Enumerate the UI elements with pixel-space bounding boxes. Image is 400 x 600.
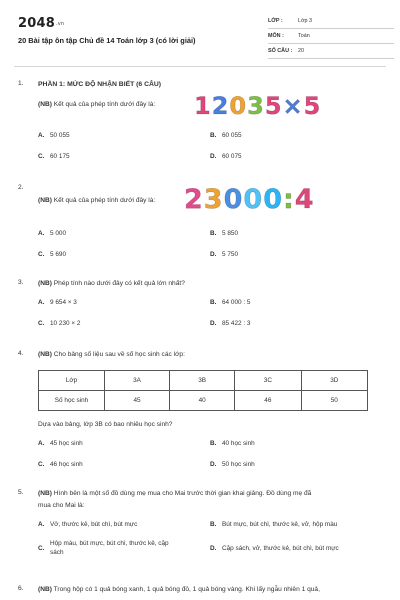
table-cell: 3B bbox=[170, 371, 235, 391]
question-3 bbox=[18, 279, 386, 339]
option-c[interactable] bbox=[38, 461, 83, 470]
option-a[interactable] bbox=[38, 230, 66, 239]
table-cell: 46 bbox=[235, 391, 301, 411]
expression-glyph: : bbox=[282, 184, 295, 215]
section-title: PHẦN 1: MỨC ĐỘ NHẬN BIẾT (6 CÂU) bbox=[38, 81, 162, 88]
logo-text: 2048 bbox=[18, 16, 55, 31]
option-letter: C. bbox=[38, 320, 45, 327]
site-logo[interactable] bbox=[18, 16, 64, 31]
meta-value: Lớp 3 bbox=[298, 18, 313, 24]
question-2 bbox=[18, 184, 386, 274]
meta-label: SỐ CÂU : bbox=[268, 48, 293, 54]
expression-glyph: 0 bbox=[223, 184, 244, 215]
option-letter: C. bbox=[38, 153, 45, 160]
option-letter: D. bbox=[210, 545, 217, 552]
option-letter: D. bbox=[210, 461, 217, 468]
question-number: 6. bbox=[18, 585, 24, 592]
option-text bbox=[50, 540, 169, 557]
level-tag: (NB) bbox=[38, 197, 52, 204]
option-c[interactable] bbox=[38, 251, 66, 260]
option-letter: B. bbox=[210, 132, 217, 139]
question-body bbox=[38, 489, 386, 510]
expression-glyph: 1 bbox=[194, 92, 212, 120]
table-row bbox=[39, 391, 368, 411]
meta-label: MÔN : bbox=[268, 33, 284, 39]
option-letter: D. bbox=[210, 320, 217, 327]
table-cell: 3C bbox=[235, 371, 301, 391]
option-d[interactable] bbox=[210, 251, 238, 260]
question-prompt: Cho bảng số liệu sau về số học sinh các lớp: bbox=[53, 351, 185, 358]
question-5 bbox=[18, 489, 386, 575]
option-text: 60 055 bbox=[222, 132, 242, 139]
question-text-continued: mua cho Mai là: bbox=[38, 501, 85, 509]
table-cell: 3D bbox=[301, 371, 367, 391]
expression-glyph: 5 bbox=[303, 92, 322, 120]
document-title: 20 Bài tập ôn tập Chủ đề 14 Toán lớp 3 (có lời giải) bbox=[18, 36, 196, 45]
option-c[interactable] bbox=[38, 320, 80, 329]
question-text bbox=[38, 279, 386, 289]
expression-glyph: 2 bbox=[184, 184, 204, 215]
table-cell: 3A bbox=[105, 371, 170, 391]
option-d[interactable] bbox=[210, 545, 339, 554]
question-number: 1. bbox=[18, 80, 24, 87]
option-c[interactable] bbox=[38, 540, 169, 557]
expression-glyph: 3 bbox=[203, 184, 224, 215]
option-b[interactable] bbox=[210, 132, 242, 141]
table-cell: Lớp bbox=[39, 371, 105, 391]
level-tag: (NB) bbox=[38, 586, 52, 593]
option-text: 5 750 bbox=[222, 251, 238, 258]
question-text bbox=[38, 350, 386, 360]
option-b[interactable] bbox=[210, 440, 255, 449]
option-letter: B. bbox=[210, 299, 217, 306]
question-followup: Dựa vào bảng, lớp 3B có bao nhiêu học sinh? bbox=[38, 421, 173, 428]
option-text: 40 học sinh bbox=[222, 440, 255, 447]
meta-row-class bbox=[268, 14, 394, 29]
question-number: 2. bbox=[18, 184, 24, 191]
answer-options bbox=[38, 230, 386, 260]
expression-glyph: 0 bbox=[263, 184, 283, 215]
option-c[interactable] bbox=[38, 153, 70, 162]
option-a[interactable] bbox=[38, 299, 77, 308]
option-b[interactable] bbox=[210, 521, 337, 530]
document-header bbox=[14, 12, 386, 64]
question-body bbox=[38, 585, 386, 595]
option-letter: A. bbox=[38, 230, 45, 237]
expression-glyph: 5 bbox=[264, 92, 283, 120]
option-text-line: Hộp màu, bút mực, bút chì, thước kẻ, cặp bbox=[50, 540, 169, 547]
option-letter: A. bbox=[38, 132, 45, 139]
question-number: 3. bbox=[18, 279, 24, 286]
expression-glyph: 2 bbox=[211, 92, 230, 120]
option-text: Cặp sách, vở, thước kẻ, bút chì, bút mực bbox=[222, 545, 339, 552]
table-cell: 40 bbox=[170, 391, 235, 411]
option-letter: B. bbox=[210, 230, 217, 237]
question-prompt: Kết quả của phép tính dưới đây là: bbox=[53, 197, 156, 204]
option-b[interactable] bbox=[210, 299, 250, 308]
option-text-line: sách bbox=[50, 548, 64, 556]
option-text: 50 học sinh bbox=[222, 461, 255, 468]
option-text: 60 075 bbox=[222, 153, 242, 160]
answer-options bbox=[38, 440, 386, 470]
table-cell: 50 bbox=[301, 391, 367, 411]
option-text: 60 175 bbox=[50, 153, 70, 160]
question-prompt: Trong hộp có 1 quả bóng xanh, 1 quả bóng đỏ, 1 quả bóng vàng. Khi lấy ngẫu nhiên 1 quả, bbox=[53, 586, 320, 593]
header-divider bbox=[14, 66, 386, 67]
question-prompt: Hình bên là một số đồ dùng mẹ mua cho Mai trước thời gian khai giảng. Đồ dùng mẹ đã bbox=[53, 490, 312, 497]
option-d[interactable] bbox=[210, 461, 255, 470]
level-tag: (NB) bbox=[38, 100, 52, 108]
data-table bbox=[38, 370, 368, 411]
question-body bbox=[38, 350, 386, 360]
option-text: 10 230 × 2 bbox=[50, 320, 81, 327]
expression-glyph: × bbox=[282, 92, 304, 120]
option-b[interactable] bbox=[210, 230, 238, 239]
question-6 bbox=[18, 585, 386, 597]
option-letter: B. bbox=[210, 521, 217, 528]
answer-options bbox=[38, 521, 386, 571]
option-text: 85 422 : 3 bbox=[222, 320, 251, 327]
option-text: 46 học sinh bbox=[50, 461, 83, 468]
expression-glyph: 4 bbox=[294, 184, 315, 215]
option-text: 5 690 bbox=[50, 251, 66, 258]
level-tag: (NB) bbox=[38, 280, 52, 287]
option-letter: D. bbox=[210, 153, 217, 160]
expression-glyph: 0 bbox=[229, 92, 248, 120]
option-letter: D. bbox=[210, 251, 217, 258]
answer-options bbox=[38, 299, 386, 329]
question-prompt: Phép tính nào dưới đây có kết quả lớn nhất? bbox=[53, 280, 185, 287]
option-a[interactable] bbox=[38, 521, 137, 530]
question-text bbox=[38, 585, 386, 595]
expression-image bbox=[194, 92, 321, 120]
question-text bbox=[38, 489, 386, 499]
answer-options bbox=[38, 132, 386, 162]
meta-value: Toán bbox=[298, 33, 310, 39]
option-text: 45 học sinh bbox=[50, 440, 83, 447]
option-d[interactable] bbox=[210, 153, 242, 162]
level-tag: (NB) bbox=[38, 351, 52, 358]
logo-suffix: .vn bbox=[55, 21, 65, 27]
option-letter: A. bbox=[38, 440, 45, 447]
option-letter: A. bbox=[38, 299, 45, 306]
option-text: Vở, thước kẻ, bút chì, bút mực bbox=[50, 521, 138, 528]
option-a[interactable] bbox=[38, 440, 83, 449]
option-text: Bút mực, bút chì, thước kẻ, vở, hộp màu bbox=[222, 521, 338, 528]
option-letter: C. bbox=[38, 251, 45, 258]
meta-row-subject bbox=[268, 29, 394, 44]
option-text: 64 000 : 5 bbox=[222, 299, 251, 306]
option-text: 5 850 bbox=[222, 230, 238, 237]
question-prompt: Kết quả của phép tính dưới đây là: bbox=[53, 100, 156, 108]
meta-row-count bbox=[268, 44, 394, 59]
question-body bbox=[38, 279, 386, 289]
option-letter: B. bbox=[210, 440, 217, 447]
option-letter: A. bbox=[38, 521, 45, 528]
meta-label: LỚP : bbox=[268, 18, 283, 24]
table-cell: Số học sinh bbox=[39, 391, 105, 411]
expression-image bbox=[184, 184, 315, 215]
question-number: 4. bbox=[18, 350, 24, 357]
question-1 bbox=[18, 80, 386, 176]
option-letter: C. bbox=[38, 545, 45, 552]
expression-glyph: 3 bbox=[247, 92, 265, 120]
table-row bbox=[39, 371, 368, 391]
question-4 bbox=[18, 350, 386, 475]
option-d[interactable] bbox=[210, 320, 250, 329]
document-meta bbox=[268, 14, 394, 59]
option-text: 50 055 bbox=[50, 132, 70, 139]
expression-glyph: 0 bbox=[243, 184, 264, 215]
table-cell: 45 bbox=[105, 391, 170, 411]
meta-value: 20 bbox=[298, 48, 304, 54]
option-text: 9 654 × 3 bbox=[50, 299, 77, 306]
question-number: 5. bbox=[18, 489, 24, 496]
level-tag: (NB) bbox=[38, 490, 52, 497]
option-a[interactable] bbox=[38, 132, 70, 141]
option-letter: C. bbox=[38, 461, 45, 468]
option-text: 5 000 bbox=[50, 230, 66, 237]
